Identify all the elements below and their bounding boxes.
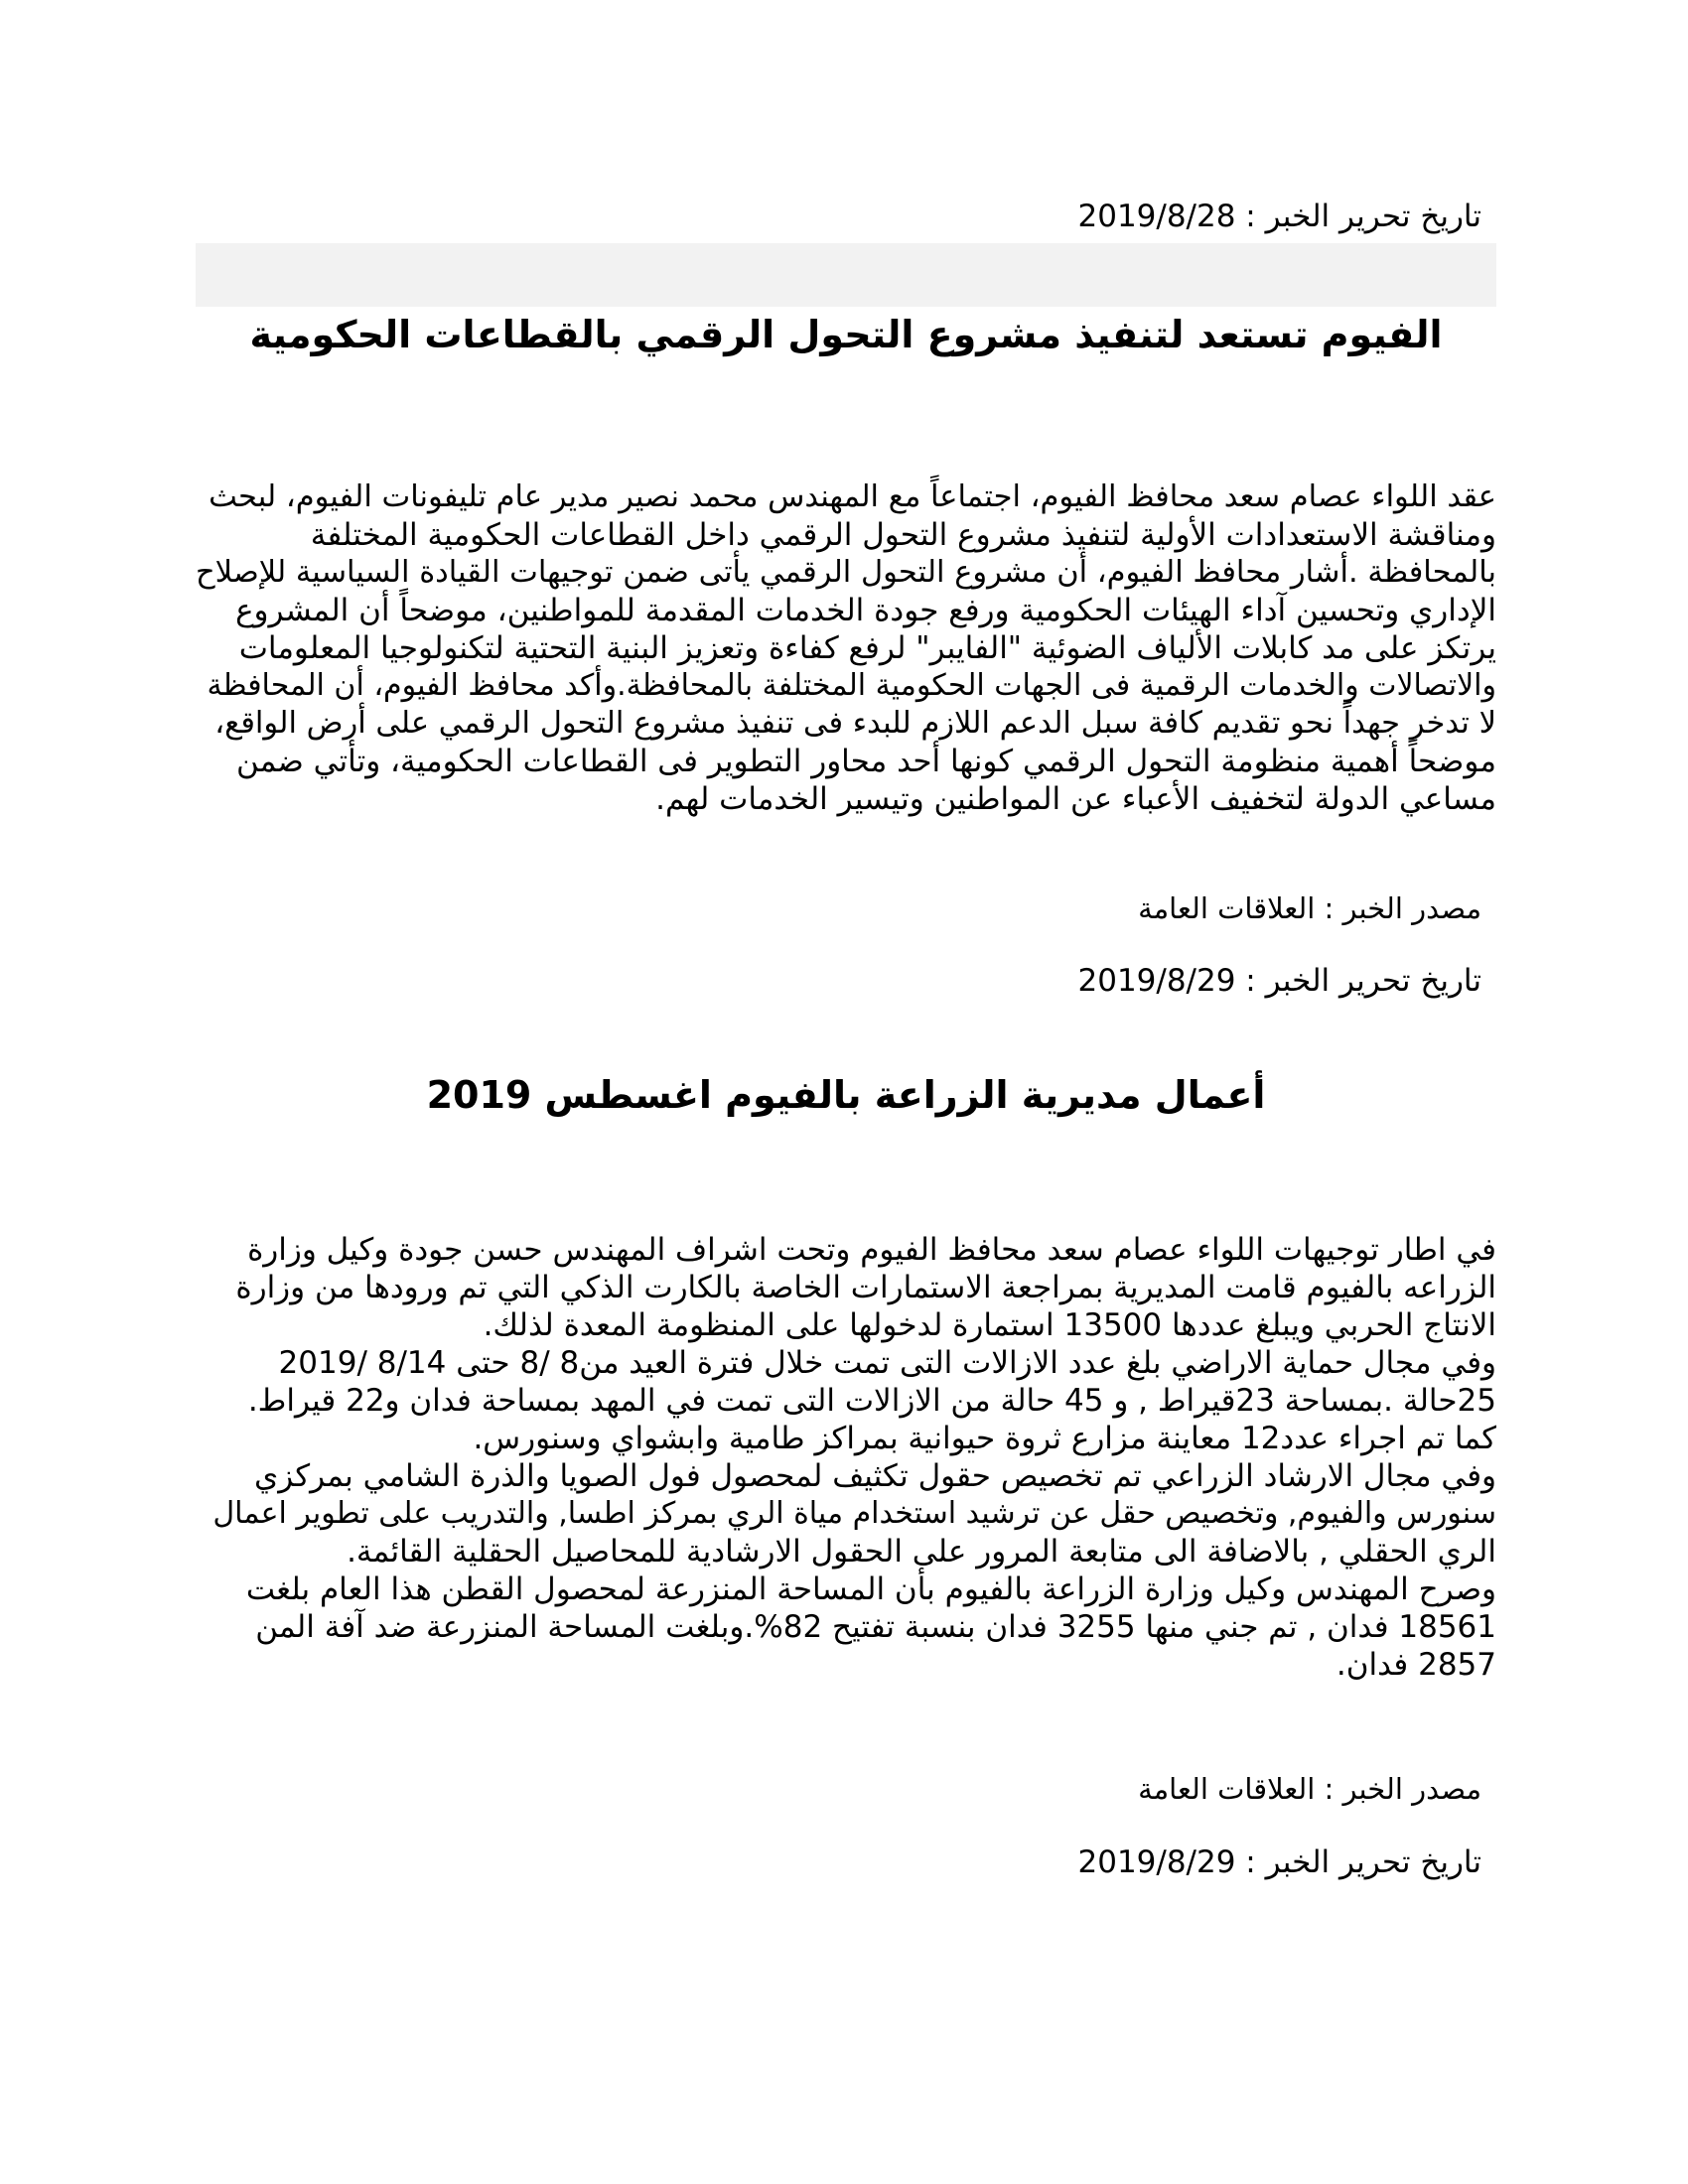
article-1-body [196,478,1496,818]
article-1-body-line: لا تدخر جهداً نحو تقديم كافة سبل الدعم اللازم للبدء فى تنفيذ مشروع التحول الرقمي على أرض الواقع، [214,706,1496,741]
article-1-body-line: الإداري وتحسين آداء الهيئات الحكومية ورفع جودة الخدمات المقدمة للمواطنين، موضحاً أن المشروع [235,593,1496,628]
article-3-date-value: 2019/8/29 [1077,1844,1236,1880]
article-3-date-label: تاريخ تحرير الخبر : [1235,1844,1481,1880]
article-2-body-line: الري الحقلي , بالاضافة الى متابعة المرور على الحقول الارشادية للمحاصيل الحقلية القائمة. [347,1534,1496,1570]
article-2-source: مصدر الخبر : العلاقات العامة [1138,1772,1481,1806]
article-2-date-line [1078,961,1482,1001]
article-1-date-value: 2019/8/28 [1077,199,1236,234]
article-1-body-line: ومناقشة الاستعدادات الأولية لتنفيذ مشروع التحول الرقمي داخل القطاعات الحكومية المختلفة [310,517,1496,553]
article-2-body-line: في اطار توجيهات اللواء عصام سعد محافظ الفيوم وتحت اشراف المهندس حسن جودة وكيل وزارة [247,1232,1496,1268]
article-1-title: الفيوم تستعد لتنفيذ مشروع التحول الرقمي بالقطاعات الحكومية [249,313,1443,356]
article-1-body-line: يرتكز على مد كابلات الألياف الضوئية "الفايبر" لرفع كفاءة وتعزيز البنية التحتية لتكنولوجيا المعلومات [238,630,1496,666]
article-2-body-line: وصرح المهندس وكيل وزارة الزراعة بالفيوم بأن المساحة المنزرعة لمحصول القطن هذا العام بلغت [245,1571,1496,1607]
article-2-body-line: الزراعه بالفيوم قامت المديرية بمراجعة الاستمارات الخاصة بالكارت الذكي التي تم ورودها من وزارة [235,1270,1496,1305]
article-2-title: أعمال مديرية الزراعة بالفيوم اغسطس 2019 [426,1073,1266,1117]
article-1-date-line [1078,197,1482,236]
article-2-body-line: سنورس والفيوم, وتخصيص حقل عن ترشيد استخدام مياة الري بمركز اطسا, والتدريب على تطوير اعمال [212,1496,1496,1531]
article-2-date-value: 2019/8/29 [1077,963,1236,999]
article-1-date-label: تاريخ تحرير الخبر : [1235,199,1481,234]
article-2-body-line: 25حالة .بمساحة 23قيراط , و 45 حالة من الازالات التى تمت في المهد بمساحة فدان و22 قيراط. [247,1383,1496,1419]
article-1-body-line: مساعي الدولة لتخفيف الأعباء عن المواطنين وتيسير الخدمات لهم. [655,781,1496,817]
article-1-body-line: موضحاً أهمية منظومة التحول الرقمي كونها أحد محاور التطوير فى القطاعات الحكومية، وتأتي ضمن [235,744,1496,779]
article-2-body-line: الانتاج الحربي ويبلغ عددها 13500 استمارة لدخولها على المنظومة المعدة لذلك. [483,1307,1496,1343]
article-2-body-line: كما تم اجراء عدد12 معاينة مزارع ثروة حيوانية بمراكز طامية وابشواي وسنورس. [473,1421,1496,1456]
article-2-body-line: 18561 فدان , تم جني منها 3255 فدان بنسبة تفتيح 82%.وبلغت المساحة المنزرعة ضد آفة المن [255,1609,1496,1645]
article-1-body-line: عقد اللواء عصام سعد محافظ الفيوم، اجتماعاً مع المهندس محمد نصير مدير عام تليفونات الفيوم، لبحث [209,479,1496,514]
article-1-body-line: بالمحافظة .أشار محافظ الفيوم، أن مشروع التحول الرقمي يأتى ضمن توجيهات القيادة السياسية للإصلاح [195,555,1496,590]
article-2-body-line: وفي مجال الارشاد الزراعي تم تخصيص حقول تكثيف لمحصول فول الصويا والذرة الشامي بمركزي [253,1458,1496,1494]
article-2-body-line: 2857 فدان. [1336,1647,1496,1683]
article-2-body-line: وفي مجال حماية الاراضي بلغ عدد الازالات التى تمت خلال فترة العيد من8 /8 حتى 8/14 /2019 [278,1345,1496,1381]
title-highlight-band [196,243,1496,307]
article-2-body [196,1231,1496,1684]
article-2-date-label: تاريخ تحرير الخبر : [1235,963,1481,999]
article-3-date-line [1078,1843,1482,1882]
article-1-body-line: والاتصالات والخدمات الرقمية فى الجهات الحكومية المختلفة بالمحافظة.وأكد محافظ الفيوم، أن المحافظة [207,668,1496,703]
article-1-source: مصدر الخبر : العلاقات العامة [1138,891,1481,925]
